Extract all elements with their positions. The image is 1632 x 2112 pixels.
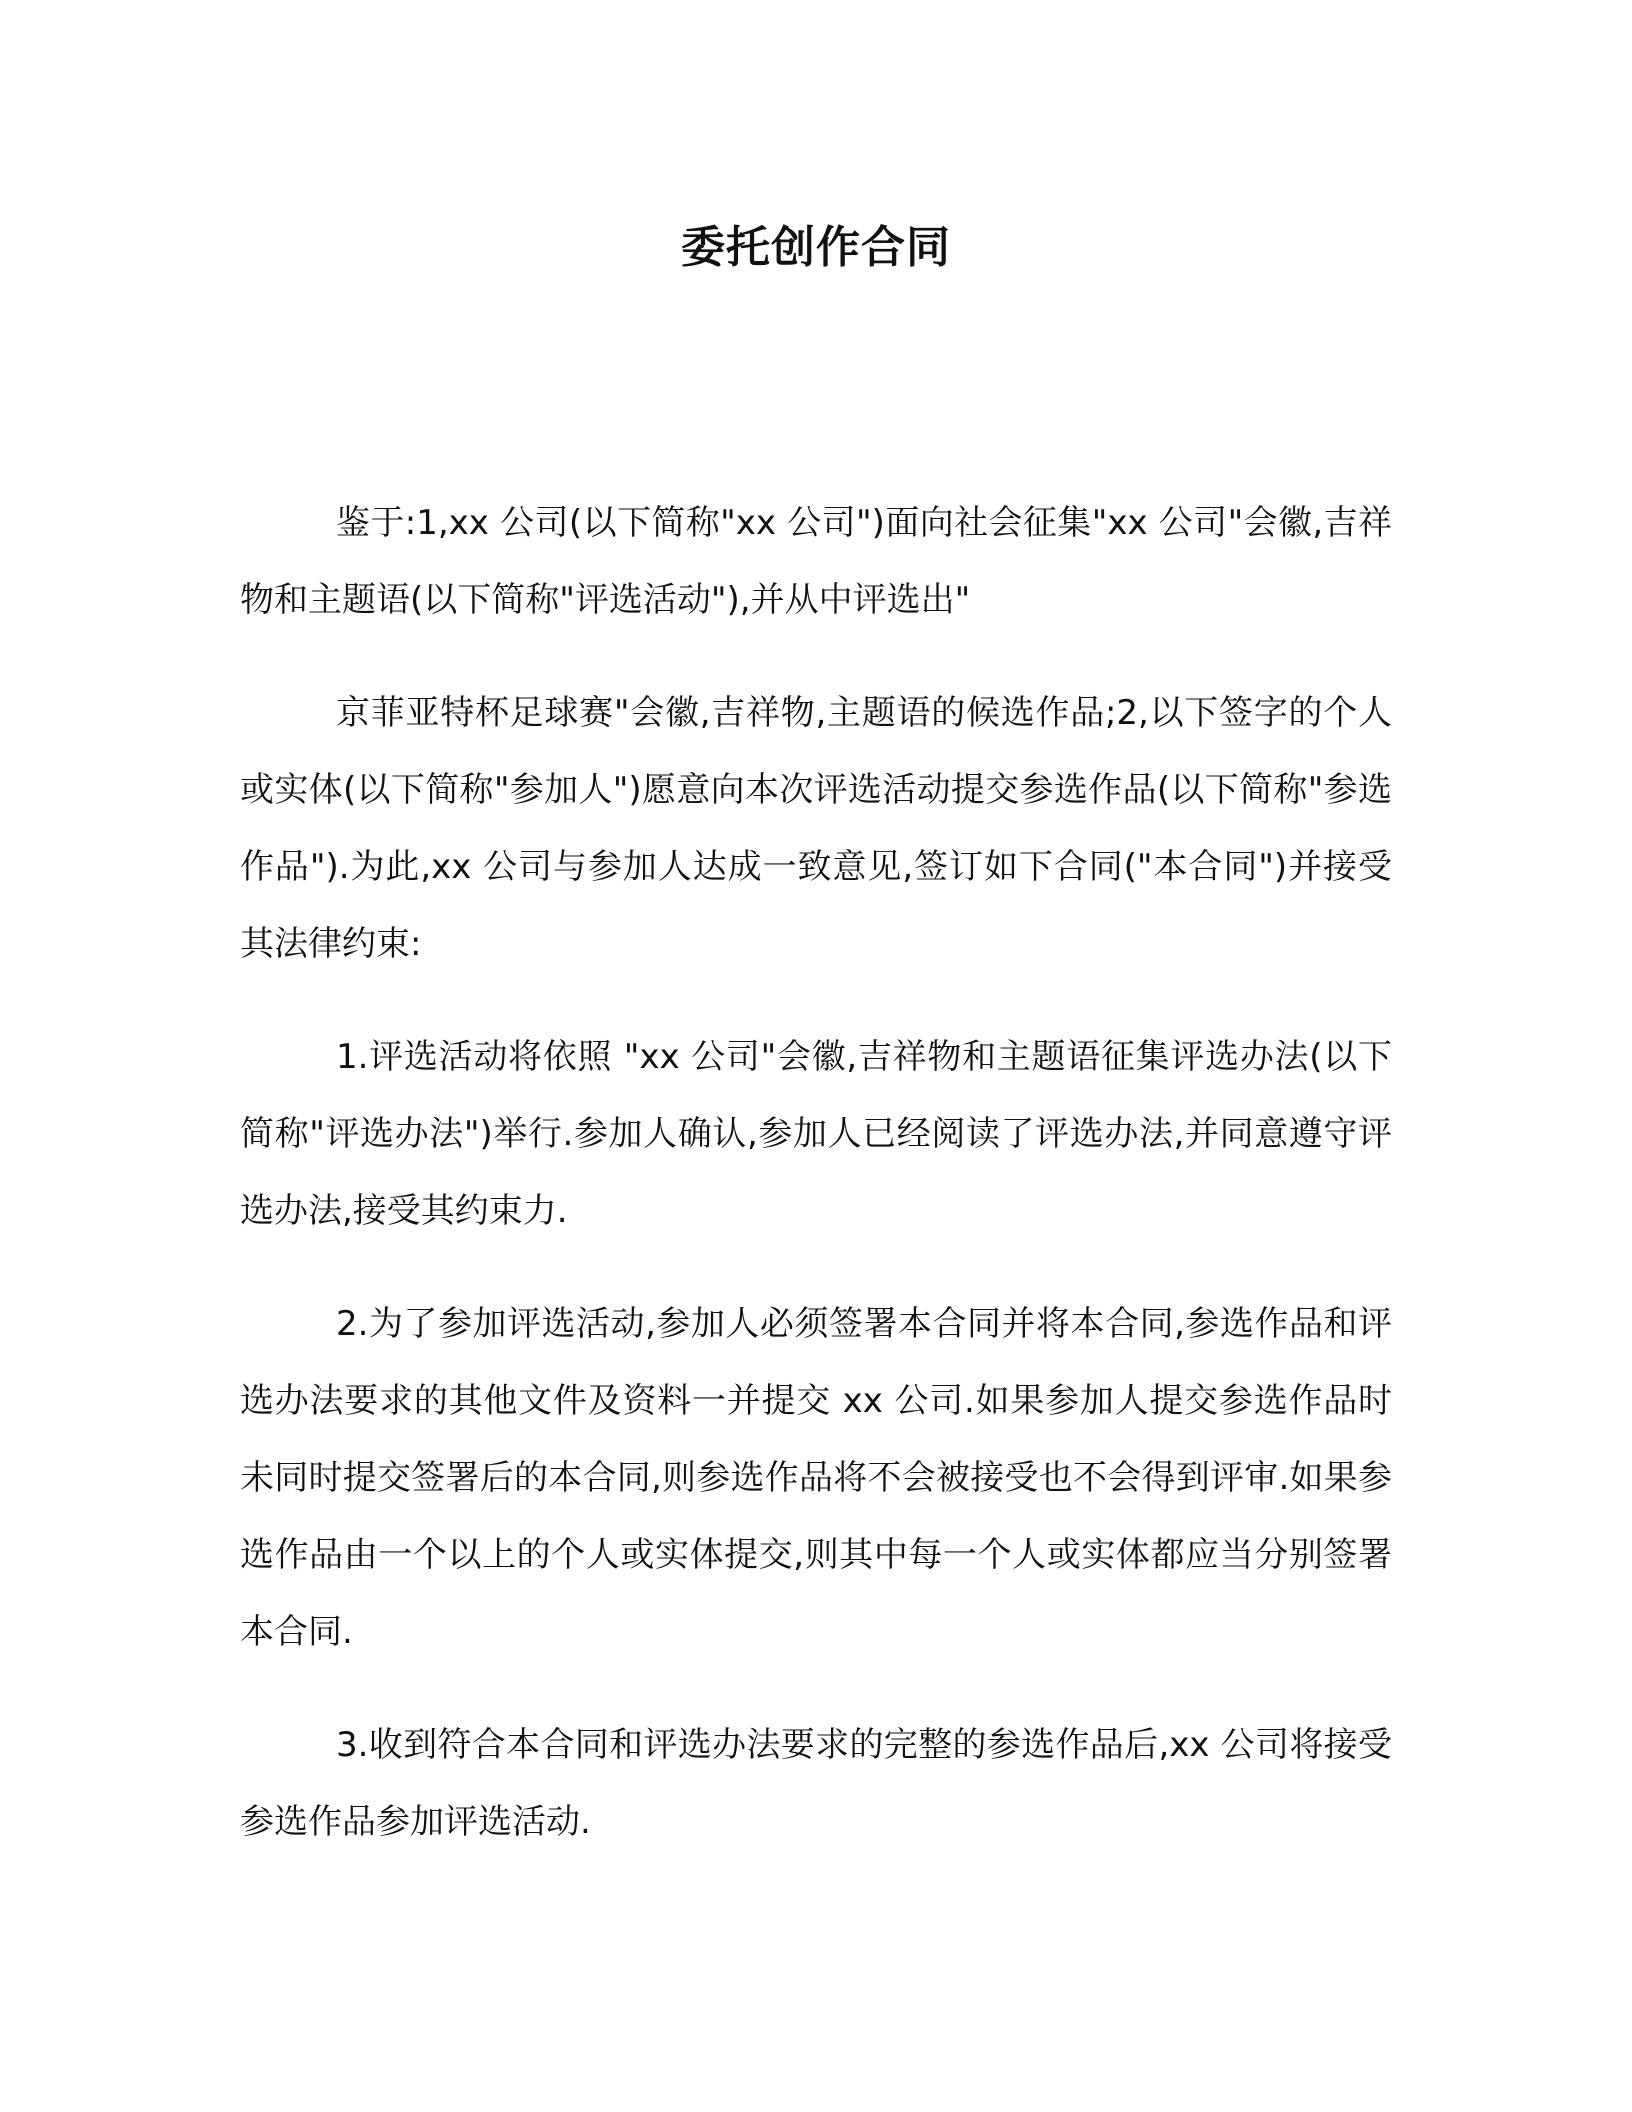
document-body [240, 485, 1392, 1897]
paragraph-recitals: 鉴于:1,xx 公司(以下简称"xx 公司")面向社会征集"xx 公司"会徽,吉祥物和主题语(以下简称"评选活动"),并从中评选出" [240, 503, 1392, 620]
paragraph-recitals-continued: 京菲亚特杯足球赛"会徽,吉祥物,主题语的候选作品;2,以下签字的个人或实体(以下简称"参加人")愿意向本次评选活动提交参选作品(以下简称"参选作品").为此,xx 公司与参加人达成一致意见,签订如下合同("本合同")并接受其法律约束: [240, 693, 1392, 964]
paragraph-clause-3: 3.收到符合本合同和评选办法要求的完整的参选作品后,xx 公司将接受参选作品参加评选活动. [240, 1725, 1392, 1842]
document-title: 委托创作合同 [681, 222, 951, 273]
paragraph-clause-2: 2.为了参加评选活动,参加人必须签署本合同并将本合同,参选作品和评选办法要求的其他文件及资料一并提交 xx 公司.如果参加人提交参选作品时未同时提交签署后的本合同,则参选作品将不会被接受也不会得到评审.如果参选作品由一个以上的个人或实体提交,则其中每一个人或实体都应当分别签署本合同. [240, 1304, 1392, 1652]
paragraph-clause-1: 1.评选活动将依照 "xx 公司"会徽,吉祥物和主题语征集评选办法(以下简称"评选办法")举行.参加人确认,参加人已经阅读了评选办法,并同意遵守评选办法,接受其约束力. [240, 1037, 1392, 1231]
